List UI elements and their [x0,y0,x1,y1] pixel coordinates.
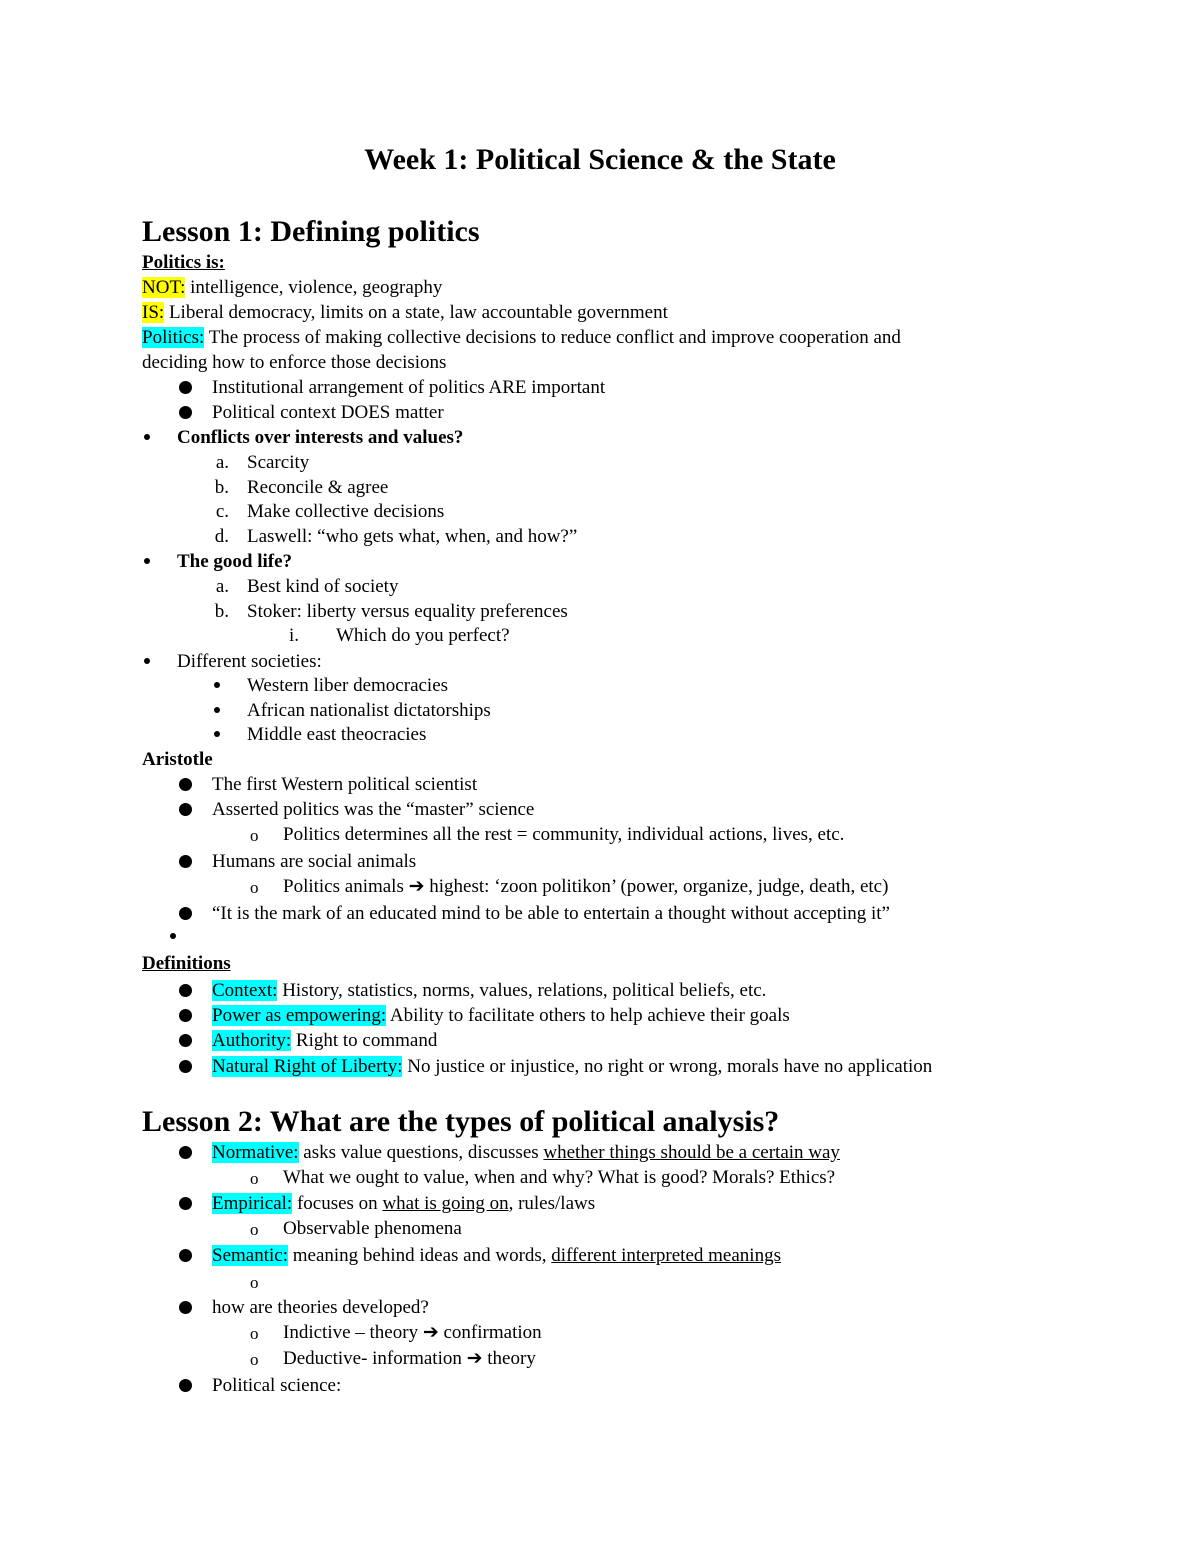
bullet-small-icon [214,731,220,737]
bullet-small-icon [214,682,220,688]
circle-bullet-icon: o [250,826,259,845]
bullet-dot-icon [179,1197,192,1210]
normative-term: Normative: [212,1142,299,1163]
list-item: Humans are social animals [212,851,417,872]
list-marker: a. [215,576,229,597]
bullet-dot-icon [179,1009,192,1022]
empirical-underline: what is going on [382,1193,509,1214]
politics-is-label: Politics is: [142,252,225,273]
bullet-dot-icon [179,1146,192,1159]
list-item: Laswell: “who gets what, when, and how?” [247,526,578,547]
not-text: intelligence, violence, geography [185,277,443,298]
empirical-rest: , rules/laws [508,1193,596,1214]
definitions-heading: Definitions [142,953,231,974]
list-item: Observable phenomena [283,1218,462,1239]
semantic-term: Semantic: [212,1245,288,1266]
politics-label: Politics: [142,327,205,348]
aristotle-heading: Aristotle [142,749,213,770]
definition-term: Power as empowering: [212,1005,387,1026]
definition-item [212,1028,437,1053]
normative-text: asks value questions, discusses [298,1142,544,1163]
circle-bullet-icon: o [250,1169,259,1188]
list-item: Politics determines all the rest = community, individual actions, lives, etc. [283,824,845,845]
is-text: Liberal democracy, limits on a state, law accountable government [164,302,668,323]
bullet-small-icon [144,558,150,564]
societies-heading: Different societies: [177,651,322,672]
list-item: Political context DOES matter [212,402,444,423]
circle-bullet-icon: o [250,878,259,897]
bullet-dot-icon [179,1301,192,1314]
list-marker: a. [215,452,229,473]
lesson-1-heading: Lesson 1: Defining politics [142,215,480,248]
circle-bullet-icon: o [250,1350,259,1369]
bullet-small-icon [170,933,176,939]
definition-term: Authority: [212,1030,292,1051]
politics-text-2: deciding how to enforce those decisions [142,352,447,373]
list-item: Western liber democracies [247,675,449,696]
list-marker: c. [215,501,229,522]
list-item: how are theories developed? [212,1297,429,1318]
normative-item [212,1140,840,1165]
list-item: Deductive- information ➔ theory [283,1348,536,1369]
list-item: Asserted politics was the “master” science [212,799,535,820]
list-item: African nationalist dictatorships [247,700,491,721]
list-item: Institutional arrangement of politics ARE important [212,377,606,398]
not-line [142,275,442,300]
semantic-item [212,1243,781,1268]
list-item: Which do you perfect? [336,625,510,646]
list-marker: d. [214,526,229,547]
bullet-small-icon [144,658,150,664]
list-marker: b. [214,477,229,498]
list-marker: i. [288,625,299,646]
circle-bullet-icon: o [250,1273,259,1292]
definition-term: Context: [212,980,278,1001]
empirical-item [212,1191,595,1216]
definition-text: Ability to facilitate others to help achieve their goals [386,1005,790,1026]
empirical-text: focuses on [292,1193,383,1214]
list-item: Make collective decisions [247,501,445,522]
empirical-term: Empirical: [212,1193,293,1214]
definition-item [212,1003,790,1028]
bullet-dot-icon [179,381,192,394]
list-item: Politics animals ➔ highest: ‘zoon politikon’ (power, organize, judge, death, etc) [283,876,889,897]
list-item: What we ought to value, when and why? What is good? Morals? Ethics? [283,1167,836,1188]
is-label: IS: [142,302,165,323]
list-item: Scarcity [247,452,310,473]
definition-item [212,978,766,1003]
politics-definition-line-1 [142,325,901,350]
bullet-dot-icon [179,406,192,419]
lesson-2-heading: Lesson 2: What are the types of political analysis? [142,1105,780,1138]
list-item: Stoker: liberty versus equality preferences [247,601,568,622]
semantic-text: meaning behind ideas and words, [287,1245,552,1266]
list-item: “It is the mark of an educated mind to be able to entertain a thought without accepting it” [212,903,890,924]
definition-text: Right to command [291,1030,438,1051]
bullet-small-icon [144,434,150,440]
bullet-dot-icon [179,1060,192,1073]
is-line [142,300,668,325]
bullet-small-icon [214,707,220,713]
circle-bullet-icon: o [250,1324,259,1343]
bullet-dot-icon [179,1379,192,1392]
normative-underline: whether things should be a certain way [543,1142,840,1163]
definition-text: History, statistics, norms, values, relations, political beliefs, etc. [277,980,767,1001]
list-item: Middle east theocracies [247,724,427,745]
bullet-dot-icon [179,803,192,816]
circle-bullet-icon: o [250,1220,259,1239]
list-item: Reconcile & agree [247,477,389,498]
definition-item [212,1054,932,1079]
document-title: Week 1: Political Science & the State [364,143,836,176]
bullet-dot-icon [179,984,192,997]
definition-text: No justice or injustice, no right or wrong, morals have no application [402,1056,933,1077]
bullet-dot-icon [179,1034,192,1047]
not-label: NOT: [142,277,186,298]
good-life-heading: The good life? [177,551,293,572]
bullet-dot-icon [179,778,192,791]
conflicts-heading: Conflicts over interests and values? [177,427,464,448]
semantic-underline: different interpreted meanings [551,1245,781,1266]
list-item: Indictive – theory ➔ confirmation [283,1322,542,1343]
bullet-dot-icon [179,907,192,920]
list-marker: b. [214,601,229,622]
bullet-dot-icon [179,855,192,868]
list-item: Best kind of society [247,576,399,597]
politics-text-1: The process of making collective decisions to reduce conflict and improve cooperation and [204,327,901,348]
definition-term: Natural Right of Liberty: [212,1056,403,1077]
list-item: Political science: [212,1375,342,1396]
list-item: The first Western political scientist [212,774,478,795]
bullet-dot-icon [179,1249,192,1262]
